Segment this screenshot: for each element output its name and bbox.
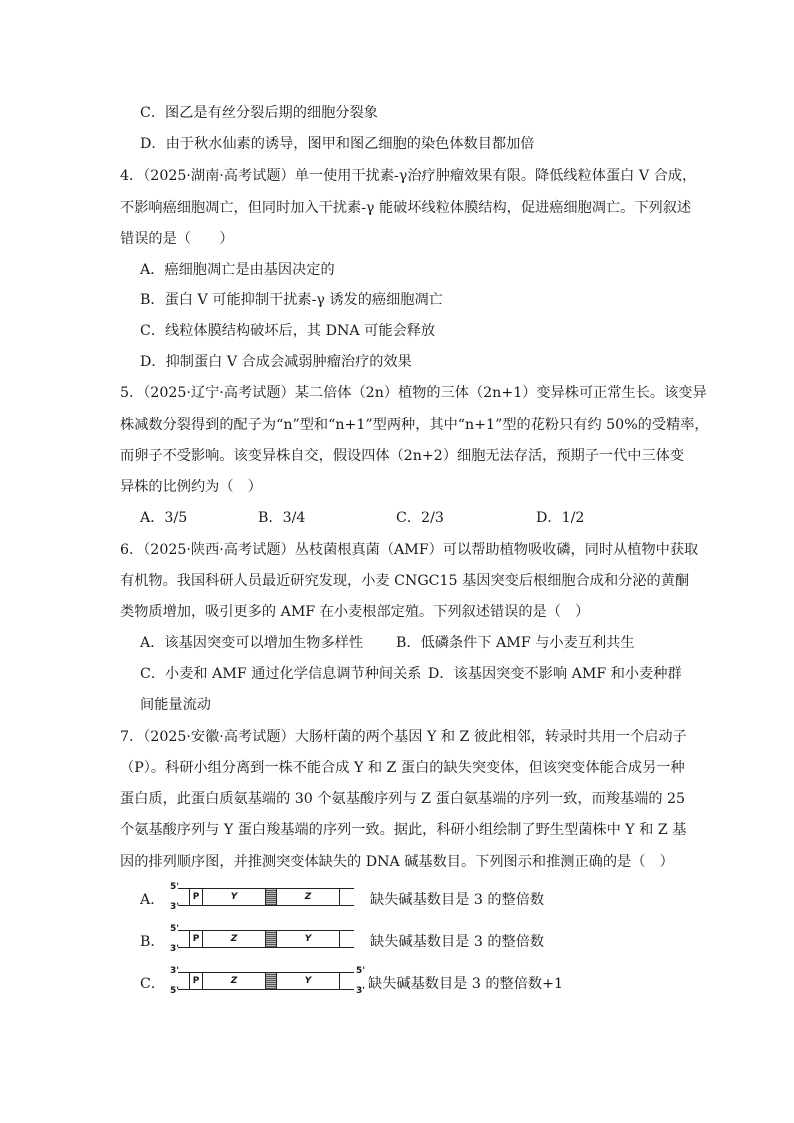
q6-option-a: A．该基因突变可以增加生物多样性 bbox=[140, 635, 364, 651]
q5-stem-line3: 而卵子不受影响。该变异株自交，假设四体（2n+2）细胞无法存活，预期子一代中三体变 bbox=[120, 448, 685, 464]
option-letter: B． bbox=[140, 934, 165, 950]
q5-stem-line1: 5．（2025·辽宁·高考试题）某二倍体（2n）植物的三体（2n+1）变异株可正常生长。该变异 bbox=[120, 385, 707, 401]
q7-option-a-diagram bbox=[140, 882, 660, 916]
promoter-box: P bbox=[189, 888, 203, 906]
option-letter: C． bbox=[140, 976, 166, 992]
q7-stem-line2: （P）。科研小组分离到一株不能合成 Y 和 Z 蛋白的缺失突变体，但该突变体能合成另一种 bbox=[120, 760, 685, 776]
q7-stem-line3: 蛋白质，此蛋白质氨基端的 30 个氨基酸序列与 Z 蛋白氨基端的序列一致，而羧基端的 25 bbox=[120, 791, 686, 807]
strand-end-label: 3' bbox=[170, 966, 180, 976]
gene-box-1: Z bbox=[202, 972, 266, 990]
q7-option-b-diagram bbox=[140, 924, 660, 958]
q4-option-a: A．癌细胞凋亡是由基因决定的 bbox=[140, 262, 335, 278]
gene-box-2: Y bbox=[276, 972, 340, 990]
strand-end-label: 5' bbox=[170, 882, 180, 892]
q5-stem-line4: 异株的比例约为（ ） bbox=[120, 479, 262, 495]
q3-option-d: D．由于秋水仙素的诱导，图甲和图乙细胞的染色体数目都加倍 bbox=[140, 136, 535, 152]
q5-option-b: B．3/4 bbox=[258, 510, 306, 526]
gene-box-1: Z bbox=[202, 930, 266, 948]
q6-stem-line2: 有机物。我国科研人员最近研究发现，小麦 CNGC15 基因突变后根细胞合成和分泌的黄酮 bbox=[120, 573, 690, 589]
promoter-box: P bbox=[189, 930, 203, 948]
q5-option-c: C．2/3 bbox=[396, 510, 444, 526]
q5-stem-line2: 株减数分裂得到的配子为“n”型和“n+1”型两种，其中“n+1”型的花粉只有约 50%的受精率， bbox=[120, 417, 709, 433]
q4-stem-line1: 4．（2025·湖南·高考试题）单一使用干扰素-γ治疗肿瘤效果有限。降低线粒体蛋白 V 合成， bbox=[120, 168, 697, 184]
q4-stem-line2: 不影响癌细胞凋亡，但同时加入干扰素-γ 能破坏线粒体膜结构，促进癌细胞凋亡。下列叙述 bbox=[120, 200, 692, 216]
strand-end-label: 5' bbox=[170, 986, 180, 996]
q7-stem-line5: 因的排列顺序图，并推测突变体缺失的 DNA 碱基数目。下列图示和推测正确的是（ ） bbox=[120, 854, 674, 870]
q6-option-b: B．低磷条件下 AMF 与小麦互利共生 bbox=[396, 635, 635, 651]
strand-end-label: 5' bbox=[356, 966, 366, 976]
q4-option-b: B．蛋白 V 可能抑制干扰素-γ 诱发的癌细胞凋亡 bbox=[140, 292, 443, 308]
strand-end-label: 5' bbox=[170, 924, 180, 934]
q4-stem-line3: 错误的是（ ） bbox=[120, 231, 234, 247]
q7-stem-line4: 个氨基酸序列与 Y 蛋白羧基端的序列一致。据此，科研小组绘制了野生型菌株中 Y 和 Z 基 bbox=[120, 822, 687, 838]
gene-box-2: Z bbox=[276, 888, 340, 906]
q7-stem-line1: 7．（2025·安徽·高考试题）大肠杆菌的两个基因 Y 和 Z 彼此相邻，转录时共用一个启动子 bbox=[120, 729, 687, 745]
q7-option-c-diagram bbox=[140, 966, 660, 1000]
q4-option-c: C．线粒体膜结构破坏后，其 DNA 可能会释放 bbox=[140, 323, 436, 339]
q4-option-d: D．抑制蛋白 V 合成会减弱肿瘤治疗的效果 bbox=[140, 354, 412, 370]
q5-option-a: A．3/5 bbox=[140, 510, 188, 526]
strand-end-label: 3' bbox=[170, 902, 180, 912]
diagram-caption: 缺失碱基数目是 3 的整倍数 bbox=[370, 892, 545, 908]
strand-end-label: 3' bbox=[170, 944, 180, 954]
diagram-caption: 缺失碱基数目是 3 的整倍数+1 bbox=[368, 976, 564, 992]
gene-box-1: Y bbox=[202, 888, 266, 906]
q3-option-c: C．图乙是有丝分裂后期的细胞分裂象 bbox=[140, 105, 378, 121]
promoter-box: P bbox=[189, 972, 203, 990]
strand-end-label: 3' bbox=[356, 986, 366, 996]
diagram-caption: 缺失碱基数目是 3 的整倍数 bbox=[370, 934, 545, 950]
option-letter: A． bbox=[140, 892, 165, 908]
q6-option-d: D．该基因突变不影响 AMF 和小麦种群 bbox=[428, 666, 682, 682]
q6-option-c: C．小麦和 AMF 通过化学信息调节种间关系 bbox=[140, 666, 422, 682]
q5-option-d: D．1/2 bbox=[536, 510, 585, 526]
gene-box-2: Y bbox=[276, 930, 340, 948]
q6-stem-line3: 类物质增加，吸引更多的 AMF 在小麦根部定殖。下列叙述错误的是（ ） bbox=[120, 604, 590, 620]
q6-stem-line1: 6．（2025·陕西·高考试题）丛枝菌根真菌（AMF）可以帮助植物吸收磷，同时从植物中获取 bbox=[120, 542, 699, 558]
q6-option-d-cont: 间能量流动 bbox=[140, 697, 211, 713]
